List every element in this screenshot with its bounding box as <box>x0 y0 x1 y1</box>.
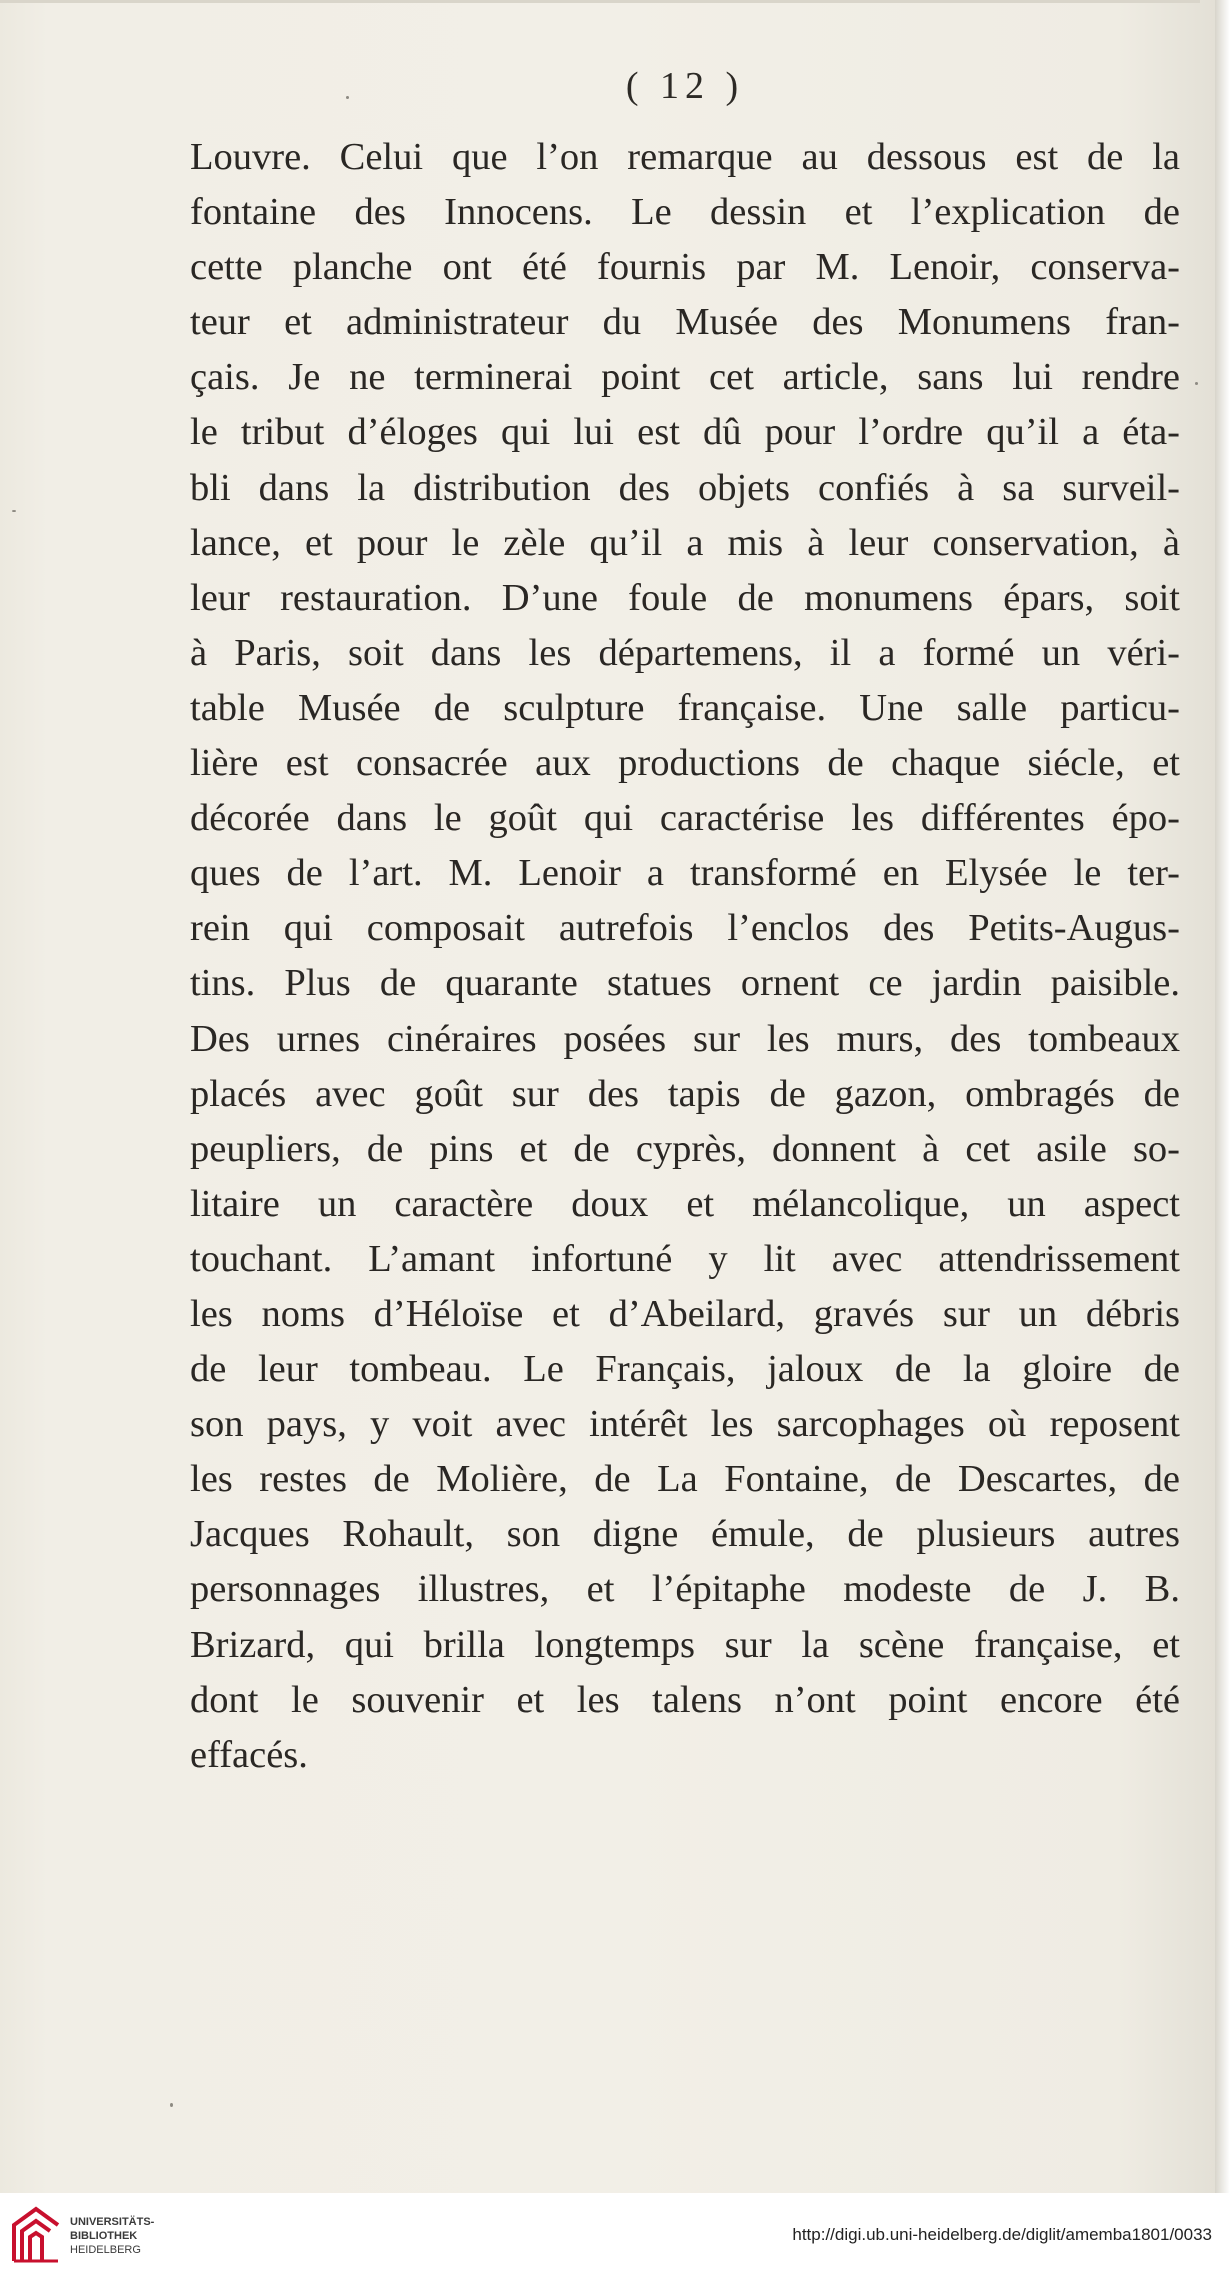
text-line: litaire un caractère doux et mélancolique, un aspect <box>190 1182 1180 1225</box>
text-line: les restes de Molière, de La Fontaine, de Descartes, de <box>190 1458 1180 1501</box>
paper-speck <box>1195 382 1198 385</box>
page-edge-shadow <box>1215 0 1230 2193</box>
library-name-line: BIBLIOTHEK <box>70 2230 138 2242</box>
text-line: cette planche ont été fournis par M. Lenoir, conserva- <box>190 246 1180 289</box>
text-line: décorée dans le goût qui caractérise les différentes épo- <box>190 797 1180 840</box>
university-library-logo <box>10 2205 62 2265</box>
library-name-line: UNIVERSITÄTS- <box>70 2216 155 2228</box>
library-name-line: HEIDELBERG <box>70 2244 141 2256</box>
text-line: Louvre. Celui que l’on remarque au dessous est de la <box>190 136 1180 178</box>
text-line: placés avec goût sur des tapis de gazon, ombragés de <box>190 1072 1180 1115</box>
text-line: touchant. L’amant infortuné y lit avec attendrissement <box>190 1237 1180 1280</box>
text-line: son pays, y voit avec intérêt les sarcophages où reposent <box>190 1403 1180 1446</box>
source-url[interactable]: http://digi.ub.uni-heidelberg.de/diglit/amemba1801/0033 <box>792 2225 1212 2244</box>
paper-speck <box>12 510 16 512</box>
text-line: tins. Plus de quarante statues ornent ce jardin paisible. <box>190 962 1180 1005</box>
text-line: leur restauration. D’une foule de monumens épars, soit <box>190 576 1180 619</box>
paper-speck <box>170 2103 173 2107</box>
text-line: teur et administrateur du Musée des Monumens fran- <box>190 301 1180 344</box>
text-line: çais. Je ne terminerai point cet article, sans lui rendre <box>190 356 1180 399</box>
text-line: effacés. <box>190 1733 308 1776</box>
text-line: Brizard, qui brilla longtemps sur la scène française, et <box>190 1623 1180 1666</box>
library-name <box>70 2215 154 2257</box>
text-line: lière est consacrée aux productions de chaque siécle, et <box>190 742 1180 785</box>
text-line: bli dans la distribution des objets confiés à sa surveil- <box>190 466 1180 509</box>
text-line: fontaine des Innocens. Le dessin et l’explication de <box>190 191 1180 234</box>
text-line: table Musée de sculpture française. Une salle particu- <box>190 686 1180 729</box>
text-line: Jacques Rohault, son digne émule, de plusieurs autres <box>190 1513 1180 1556</box>
footer-bar <box>0 2193 1230 2283</box>
text-line: Des urnes cinéraires posées sur les murs, des tombeaux <box>190 1017 1180 1060</box>
text-line: personnages illustres, et l’épitaphe modeste de J. B. <box>190 1568 1180 1611</box>
page-number: ( 12 ) <box>625 65 745 107</box>
text-line: les noms d’Héloïse et d’Abeilard, gravés sur un débris <box>190 1292 1180 1335</box>
page-top-edge <box>0 0 1200 3</box>
text-line: le tribut d’éloges qui lui est dû pour l’ordre qu’il a éta- <box>190 411 1180 454</box>
text-line: de leur tombeau. Le Français, jaloux de la gloire de <box>190 1348 1180 1391</box>
text-line: rein qui composait autrefois l’enclos des Petits-Augus- <box>190 907 1180 950</box>
text-line: ques de l’art. M. Lenoir a transformé en Elysée le ter- <box>190 852 1180 895</box>
body-text <box>190 130 1180 1783</box>
text-line: lance, et pour le zèle qu’il a mis à leur conservation, à <box>190 521 1180 564</box>
text-line: peupliers, de pins et de cyprès, donnent à cet asile so- <box>190 1127 1180 1170</box>
paper-speck <box>346 96 349 99</box>
text-line: à Paris, soit dans les départemens, il a formé un véri- <box>190 631 1180 674</box>
text-line: dont le souvenir et les talens n’ont point encore été <box>190 1678 1180 1721</box>
